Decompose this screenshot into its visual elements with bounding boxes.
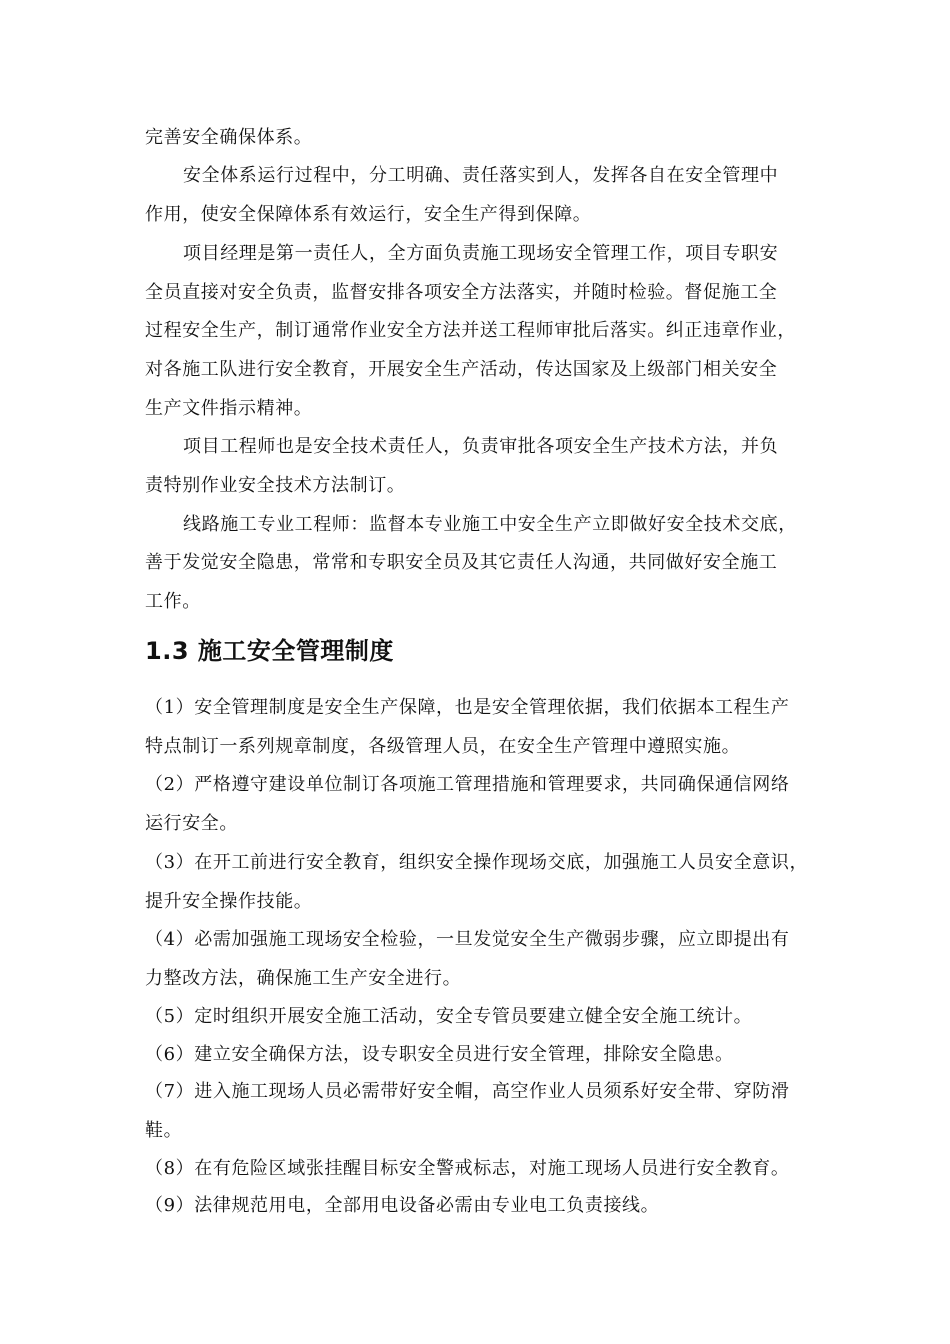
paragraph-line: 安全体系运行过程中，分工明确、责任落实到人，发挥各自在安全管理中 — [183, 165, 779, 186]
list-item-line: （6）建立安全确保方法，设专职安全员进行安全管理，排除安全隐患。 — [145, 1044, 734, 1065]
list-item-line: （8）在有危险区域张挂醒目标安全警戒标志，对施工现场人员进行安全教育。 — [145, 1158, 790, 1179]
paragraph-line: 线路施工专业工程师：监督本专业施工中安全生产立即做好安全技术交底， — [183, 514, 797, 535]
paragraph-line: 生产文件指示精神。 — [145, 398, 313, 419]
list-item-line: （5）定时组织开展安全施工活动，安全专管员要建立健全安全施工统计。 — [145, 1006, 753, 1027]
list-item-line: （1）安全管理制度是安全生产保障，也是安全管理依据，我们依据本工程生产 — [145, 697, 790, 718]
list-item-line: 提升安全操作技能。 — [145, 891, 313, 912]
list-item-line: （2）严格遵守建设单位制订各项施工管理措施和管理要求，共同确保通信网络 — [145, 774, 790, 795]
paragraph-line: 完善安全确保体系。 — [145, 127, 313, 148]
list-item-line: 特点制订一系列规章制度，各级管理人员，在安全生产管理中遵照实施。 — [145, 736, 741, 757]
list-item-line: （4）必需加强施工现场安全检验，一旦发觉安全生产微弱步骤，应立即提出有 — [145, 929, 790, 950]
list-item-line: （3）在开工前进行安全教育，组织安全操作现场交底，加强施工人员安全意识， — [145, 852, 809, 873]
list-item-line: （9）法律规范用电，全部用电设备必需由专业电工负责接线。 — [145, 1195, 660, 1216]
list-item-line: 力整改方法，确保施工生产安全进行。 — [145, 968, 462, 989]
paragraph-line: 过程安全生产，制订通常作业安全方法并送工程师审批后落实。纠正违章作业， — [145, 320, 796, 341]
paragraph-line: 项目经理是第一责任人，全方面负责施工现场安全管理工作，项目专职安 — [183, 243, 779, 264]
paragraph-line: 对各施工队进行安全教育，开展安全生产活动，传达国家及上级部门相关安全 — [145, 359, 778, 380]
list-item-line: 鞋。 — [145, 1120, 183, 1141]
paragraph-line: 项目工程师也是安全技术责任人，负责审批各项安全生产技术方法，并负 — [183, 436, 779, 457]
list-item-line: （7）进入施工现场人员必需带好安全帽，高空作业人员须系好安全带、穿防滑 — [145, 1081, 790, 1102]
paragraph-line: 善于发觉安全隐患，常常和专职安全员及其它责任人沟通，共同做好安全施工 — [145, 552, 778, 573]
section-heading: 1.3 施工安全管理制度 — [145, 637, 394, 665]
paragraph-line: 全员直接对安全负责，监督安排各项安全方法落实，并随时检验。督促施工全 — [145, 282, 778, 303]
list-item-line: 运行安全。 — [145, 813, 238, 834]
paragraph-line: 工作。 — [145, 591, 201, 612]
paragraph-line: 作用，使安全保障体系有效运行，安全生产得到保障。 — [145, 204, 592, 225]
paragraph-line: 责特别作业安全技术方法制订。 — [145, 475, 406, 496]
